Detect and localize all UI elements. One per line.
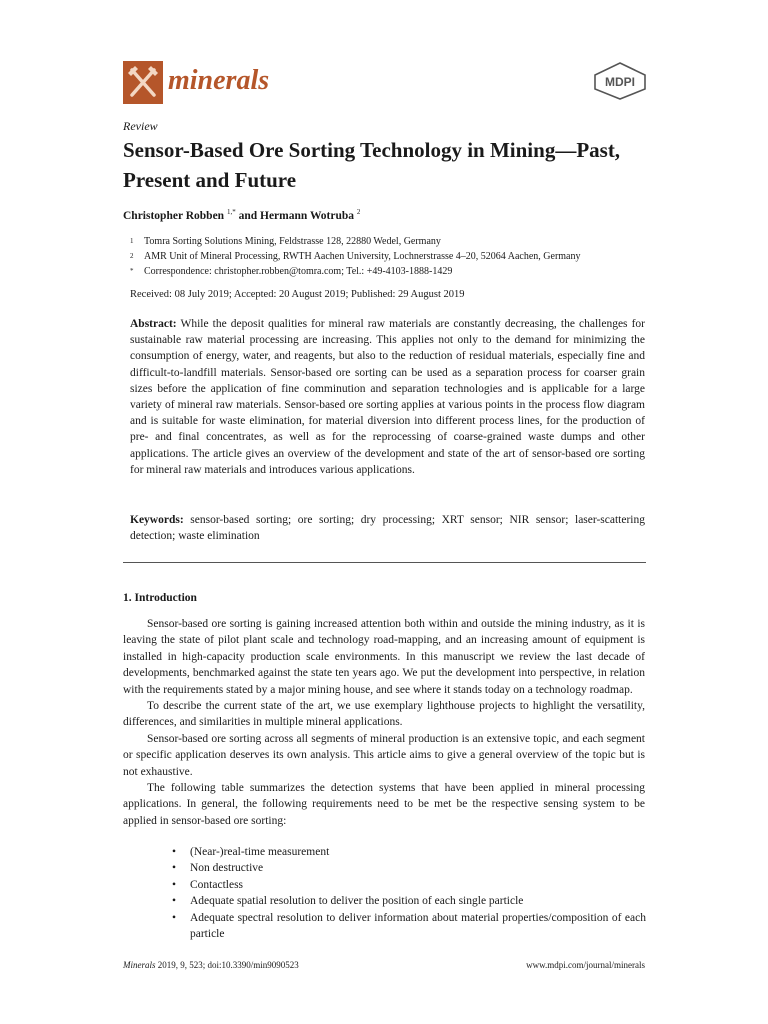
author-name: Christopher Robben <box>123 209 225 222</box>
affiliation <box>130 234 650 249</box>
journal-logo-icon <box>123 61 163 104</box>
author-list <box>123 208 360 222</box>
affiliation-text: Correspondence: christopher.robben@tomra.com; Tel.: +49-4103-1888-1429 <box>144 266 453 277</box>
paragraph: The following table summarizes the detection systems that have been applied in mineral processing applications. In general, the following requirements need to be met be the respective sensing system to be applied in sensor-based ore sorting: <box>123 782 645 827</box>
keywords-text: sensor-based sorting; ore sorting; dry processing; XRT sensor; NIR sensor; laser-scattering detection; waste elimination <box>130 514 646 543</box>
author-name: Hermann Wotruba <box>260 209 355 222</box>
keywords <box>130 512 645 544</box>
affiliation-text: Tomra Sorting Solutions Mining, Feldstrasse 128, 22880 Wedel, Germany <box>144 236 441 247</box>
list-item: • Adequate spatial resolution to deliver the position of each single particle <box>172 893 646 909</box>
correspondence <box>130 264 650 279</box>
affiliation-text: AMR Unit of Mineral Processing, RWTH Aachen University, Lochnerstrasse 4–20, 52064 Aachen, Germany <box>144 251 581 262</box>
author-marks: 2 <box>356 208 361 216</box>
paragraph: Sensor-based ore sorting is gaining increased attention both within and outside the mining industry, as it is leaving the state of pilot plant scale and technology road-mapping, and an increasing amount of equipment is installed in high-capacity production scale environments. In this manuscript we review the last decade of developments, benchmarked against the state ten years ago. We put the development into perspective, in relation with the requirements stated by a major mining house, and see where it stands today on a technology roadmap. <box>123 618 645 696</box>
paragraph: To describe the current state of the art, we use exemplary lighthouse projects to highlight the versatility, differences, and similarities in multiple mineral applications. <box>123 700 645 729</box>
author-marks: 1,* <box>226 208 236 216</box>
article-type: Review <box>123 119 158 133</box>
journal-name: minerals <box>168 65 270 96</box>
divider <box>123 562 646 563</box>
keywords-label: Keywords: <box>130 514 184 526</box>
footer-url[interactable]: www.mdpi.com/journal/minerals <box>526 960 645 970</box>
footer-journal: Minerals <box>123 960 156 970</box>
article-title: Sensor-Based Ore Sorting Technology in Mining—Past, Present and Future <box>123 138 621 192</box>
abstract <box>130 316 645 478</box>
paragraph: Sensor-based ore sorting across all segments of mineral production is an extensive topic, and each segment or specific application deserves its own analysis. This article aims to give a general overview of the topic but is not exhaustive. <box>123 732 645 778</box>
list-item: • Contactless <box>172 877 646 893</box>
list-item: • Adequate spectral resolution to deliver information about material properties/composition of each particle <box>172 910 646 943</box>
mdpi-logo-icon <box>593 62 647 100</box>
footer-citation-text: 2019, 9, 523; doi:10.3390/min9090523 <box>157 960 299 970</box>
mdpi-logo-text: MDPI <box>605 75 635 89</box>
requirements-list <box>172 844 646 942</box>
publication-dates: Received: 08 July 2019; Accepted: 20 August 2019; Published: 29 August 2019 <box>130 289 465 300</box>
list-item: • (Near-)real-time measurement <box>172 844 646 860</box>
section-body <box>123 616 645 829</box>
abstract-text: While the deposit qualities for mineral raw materials are constantly decreasing, the challenges for sustainable raw material processing are increasing. This applies not only to the demand for minimizing the consumption of energy, water, and reagents, but also to the reduction of residual materials, especially fine and difficult-to-landfill materials. Sensor-based ore sorting can be used as a separation process for coarser grain sizes before the application of fine comminution and separation technologies and is applicable for a large variety of mineral raw materials. Sensor-based ore sorting applies at various points in the process flow diagram and is suitable for waste elimination, for material diversion into different process lines, for the production of pre- and final concentrates, as well as for the reprocessing of coarse-grained waste dumps and other applications. The article gives an overview of the development and state of the art of sensor-based ore sorting for mineral raw materials and introduces various applications. <box>130 318 646 476</box>
abstract-label: Abstract: <box>130 318 177 330</box>
section-heading: 1. Introduction <box>123 592 197 604</box>
footer-citation <box>123 960 299 970</box>
affiliation <box>130 249 650 264</box>
authors-joiner: and <box>238 209 258 222</box>
affiliation-mark: * <box>130 267 134 275</box>
list-item: • Non destructive <box>172 860 646 876</box>
affiliation-mark: 1 <box>130 237 134 245</box>
affiliation-mark: 2 <box>130 252 134 260</box>
